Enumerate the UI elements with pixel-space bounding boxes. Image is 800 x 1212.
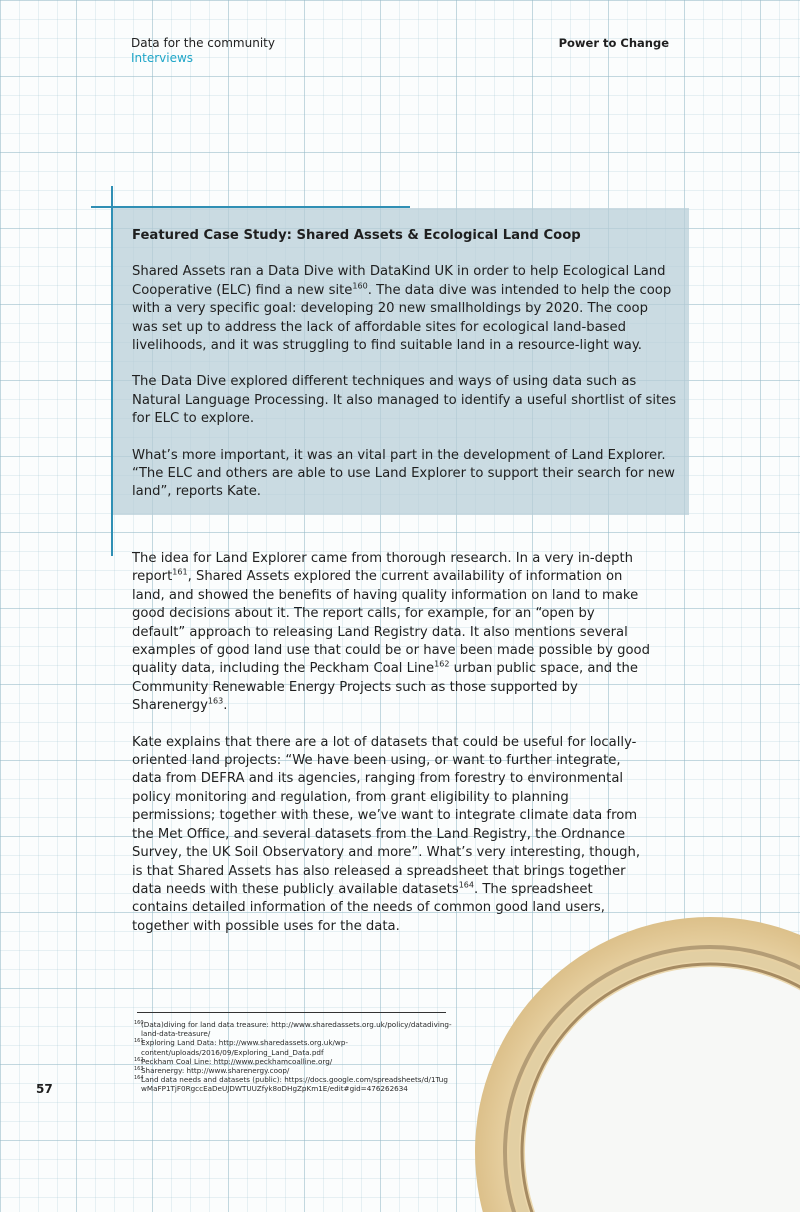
footnote-160: 160 (Data)diving for land data treasure: http://www.sharedassets.org.uk/policy/datadiving-land-data-treasure/ [134, 1020, 452, 1039]
case-study-paragraph-1: Shared Assets ran a Data Dive with DataKind UK in order to help Ecological Land Cooperative (ELC) find a new site$^{160}$. The data dive was intended to help the coop with a very specific goal: developing 20 new smallholdings by 2020. The coop was set up to address the lack of affordable sites for ecological land-based livelihoods, and it was struggling to find suitable land in a resource-light way. [132, 264, 672, 354]
footnote-163: 163 Sharenergy: http://www.sharenergy.coop/ [134, 1066, 290, 1076]
case-study-title: Featured Case Study: Shared Assets & Ecological Land Coop [132, 228, 581, 243]
organisation-name: Power to Change [558, 36, 669, 50]
footnote-ref-161[interactable]: 161 [172, 568, 188, 578]
body-paragraph-1: The idea for Land Explorer came from thorough research. In a very in-depth report$^{161}$, Shared Assets explored the current availability of information on land, and showed the benefits of having quality information on land to make good decisions about it. The report calls, for example, for an “open by default” approach to releasing Land Registry data. It also mentions several examples of good land use that could be or have been made possible by good quality data, including the Peckham Coal Line$^{162}$ urban public space, and the Community Renewable Energy Projects such as those supported by Sharenergy$^{163}$. [132, 551, 650, 714]
case-study-paragraph-3: What’s more important, it was an vital part in the development of Land Explorer. “The ELC and others are able to use Land Explorer to support their search for new land”, reports Kate. [132, 447, 675, 500]
footnote-ref-162[interactable]: 162 [434, 660, 450, 670]
main-body [132, 550, 652, 954]
footnote-ref-163[interactable]: 163 [207, 696, 224, 706]
footnote-160-link[interactable]: http://www.sharedassets.org.uk/policy/datadiving-land-data-treasure/ [141, 1020, 452, 1039]
section-title: Data for the community [131, 36, 275, 50]
footnote-divider [137, 1012, 446, 1013]
subsection-title: Interviews [131, 51, 194, 65]
case-study-paragraph-2: The Data Dive explored different techniques and ways of using data such as Natural Language Processing. It also managed to identify a useful shortlist of sites for ELC to explore. [132, 374, 677, 427]
tape-roll-illustration [450, 912, 800, 1212]
footnotes [134, 1020, 452, 1094]
running-header [131, 36, 275, 66]
footnote-164: 164 Land data needs and datasets (public): https://docs.google.com/spreadsheets/d/1TugwMaFP1TjF0RgccEaDeUJDWTUUZfyk8oDHgZpKm1E/edit#gid=476262634 [134, 1075, 448, 1094]
footnote-164-link[interactable]: https://docs.google.com/spreadsheets/d/1TugwMaFP1TjF0RgccEaDeUJDWTUUZfyk8oDHgZpKm1E/edit#gid=476262634 [141, 1075, 448, 1094]
footnote-162: 162 Peckham Coal Line: http://www.peckhamcoalline.org/ [134, 1056, 333, 1066]
case-study-content [132, 227, 677, 520]
footnote-ref-160[interactable]: 160 [352, 281, 368, 291]
page-number: 57 [36, 1082, 53, 1096]
footnote-163-link[interactable]: http://www.sharenergy.coop/ [186, 1066, 290, 1076]
footnote-ref-164[interactable]: 164 [458, 880, 474, 890]
footnote-161: 161 Exploring Land Data: http://www.sharedassets.org.uk/wp-content/uploads/2016/09/Exploring_Land_Data.pdf [134, 1038, 348, 1057]
body-paragraph-2: Kate explains that there are a lot of datasets that could be useful for locally-oriented land projects: “We have been using, or want to further integrate, data from DEFRA and its agencies, ranging from forestry to environmental policy monitoring and regulation, from grant eligibility to planning permissions; together with these, we’ve want to integrate climate data from the Met Office, and several datasets from the Land Registry, the Ordnance Survey, the UK Soil Observatory and more”. What’s very interesting, though, is that Shared Assets has also released a spreadsheet that brings together data needs with these publicly available datasets$^{164}$. The spreadsheet contains detailed information of the needs of common good land users, together with possible uses for the data. [132, 734, 641, 934]
footnote-161-link[interactable]: http://www.sharedassets.org.uk/wp-content/uploads/2016/09/Exploring_Land_Data.pdf [141, 1038, 348, 1057]
footnote-162-link[interactable]: http://www.peckhamcoalline.org/ [213, 1056, 333, 1066]
